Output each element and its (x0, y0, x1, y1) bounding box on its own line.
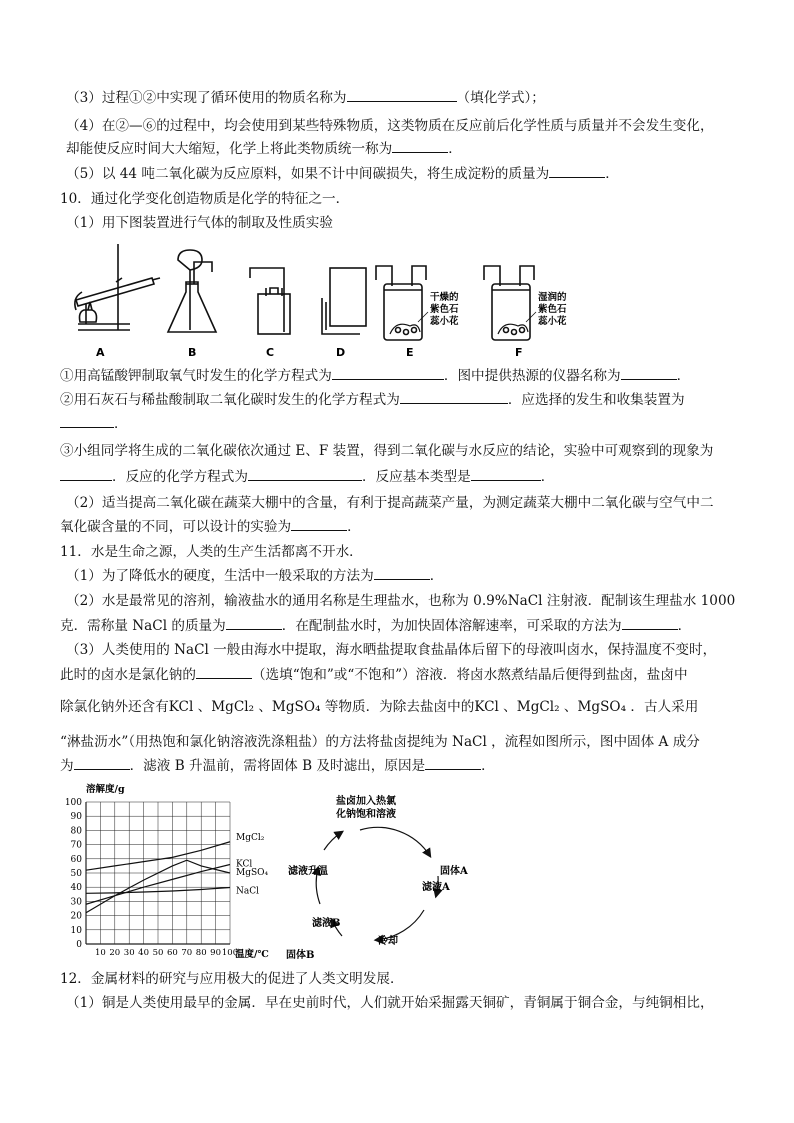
q9-part5-text: （5）以 44 吨二氧化碳为反应原料，如果不计中间碳损失，将生成淀粉的质量为 (66, 166, 550, 182)
label-f: F (515, 346, 523, 359)
e-note-3: 蕊小花 (430, 316, 459, 327)
q11-part3-line2 (60, 666, 688, 684)
q11-part3-line1: （3）人类使用的 NaCl 一般由海水中提取，海水晒盐提取食盐晶体后留下的母液叫卤水，保持温度不变时， (66, 642, 717, 658)
answer-blank[interactable] (60, 468, 112, 481)
answer-blank[interactable] (622, 617, 678, 630)
cycle-filtrate-a: 滤液A (422, 882, 450, 893)
q9-part4-line1: （4）在②—⑥的过程中，均会使用到某些特殊物质，这类物质在反应前后化学性质与质量并不会发生变化， (66, 118, 714, 134)
apparatus-b (168, 250, 216, 332)
x-tick-label: 50 (152, 948, 164, 958)
cycle-solid-b: 固体B (286, 950, 315, 961)
e-note-2: 紫色石 (430, 304, 459, 315)
q10-part2-tail: ． (347, 519, 361, 535)
answer-blank[interactable] (621, 367, 677, 380)
y-tick-label: 50 (70, 869, 82, 879)
f-note-2: 紫色石 (538, 304, 567, 315)
y-tick-label: 90 (70, 812, 82, 823)
q9-part3-tail: （填化学式）； (456, 90, 545, 106)
cycle-top-1: 盐卤加入热氯 (336, 796, 396, 807)
q10-title: 10．通过化学变化创造物质是化学的特征之一． (60, 191, 350, 207)
q10-s2-mid: ．应选择的发生和收集装置为 (507, 392, 685, 408)
q10-s1-tail: ． (676, 368, 691, 384)
chart-labels (65, 798, 269, 958)
q10-s1-mid: ．图中提供热源的仪器名称为 (443, 368, 621, 384)
apparatus-d (322, 268, 366, 334)
y-tick-label: 70 (70, 840, 82, 851)
q10-s2-line2 (60, 415, 128, 433)
q10-s3-tail: ． (540, 469, 555, 485)
q11-part3-line5 (60, 757, 495, 775)
x-tick-label: 90 (210, 948, 222, 958)
q11-part1-tail: ． (429, 568, 444, 584)
q9-part4-text: 却能使反应时间大大缩短，化学上将此类物质统一称为 (66, 141, 393, 157)
y-tick-label: 100 (64, 798, 82, 808)
q11-part1-text: （1）为了降低水的硬度，生活中一般采取的方法为 (66, 568, 374, 584)
cycle-filtrate-b: 滤液B (312, 918, 341, 929)
q9-part4-line2 (66, 140, 462, 158)
q10-s3-mid: ．反应基本类型是 (361, 469, 471, 485)
answer-blank[interactable] (226, 617, 282, 630)
q9-part3 (66, 89, 545, 107)
q10-s1-text: ①用高锰酸钾制取氧气时发生的化学方程式为 (60, 368, 332, 384)
f-note-1: 湿润的 (538, 292, 567, 303)
answer-blank[interactable] (248, 468, 362, 481)
q10-s3-line1: ③小组同学将生成的二氧化碳依次通过 E、F 装置，得到二氧化碳与水反应的结论，实验中可观察到的现象为 (60, 443, 714, 459)
q10-part2-line1: （2）适当提高二氧化碳在蔬菜大棚中的含量，有利于提高蔬菜产量，为测定蔬菜大棚中二氧化碳与空气中二 (66, 495, 714, 511)
x-tick-label: 20 (109, 948, 121, 958)
x-tick-label: 10 (94, 948, 106, 958)
q11-part3-line4: “淋盐沥水”（用热饱和氯化钠溶液洗涤粗盐）的方法将盐卤提纯为 NaCl ，流程如图所示，图中固体 A 成分 (60, 734, 700, 750)
answer-blank[interactable] (425, 757, 481, 770)
q10-s2-line1 (60, 391, 685, 409)
q10-s3-line2 (60, 468, 554, 486)
y-tick-label: 0 (76, 940, 82, 950)
y-axis-label: 溶解度/g (86, 784, 125, 795)
q9-part4-tail: ． (448, 141, 462, 157)
q10-s1 (60, 367, 690, 385)
answer-blank[interactable] (400, 391, 508, 404)
label-e: E (406, 346, 414, 359)
cycle-diagram (280, 792, 490, 962)
q10-s2-tail: ． (114, 416, 128, 432)
series-label: NaCl (236, 886, 260, 897)
label-d: D (336, 346, 346, 359)
q11-part3-text: 此时的卤水是氯化钠的 (60, 667, 196, 683)
q11-part3-line3: 除氯化钠外还含有KCl 、MgCl₂ 、MgSO₄ 等物质．为除去盐卤中的KCl 、MgCl₂ 、MgSO₄ ．古人采用 (60, 699, 699, 715)
label-c: C (266, 346, 275, 359)
answer-blank[interactable] (374, 567, 430, 580)
answer-blank[interactable] (392, 140, 448, 153)
apparatus-c (250, 268, 290, 334)
q11-title: 11．水是生命之源，人类的生产生活都离不开水． (60, 544, 363, 560)
y-tick-label: 30 (70, 897, 82, 908)
q10-part2-text: 氧化碳含量的不同，可以设计的实验为 (60, 519, 292, 535)
q11-part3-tail: （选填“饱和”或“不饱和”）溶液．将卤水熬煮结晶后便得到盐卤，盐卤中 (251, 667, 688, 683)
x-tick-label: 60 (166, 948, 178, 958)
x-tick-label: 70 (181, 948, 193, 958)
series-label: MgCl₂ (236, 832, 265, 843)
apparatus-a (75, 244, 160, 330)
apparatus-f (484, 266, 534, 340)
q11-part2-tail: ． (677, 618, 692, 634)
q10-s2-text: ②用石灰石与稀盐酸制取二氧化碳时发生的化学方程式为 (60, 392, 400, 408)
y-tick-label: 60 (70, 854, 82, 865)
q11-part1 (66, 567, 443, 585)
answer-blank[interactable] (60, 415, 114, 428)
answer-blank[interactable] (196, 666, 252, 679)
x-tick-label: 80 (195, 948, 207, 958)
series-label: KCl (236, 859, 253, 870)
q11-part3-e-tail: ． (481, 758, 495, 774)
y-tick-label: 40 (70, 883, 82, 894)
label-b: B (188, 346, 197, 359)
solubility-chart (60, 782, 280, 962)
y-tick-label: 80 (70, 826, 82, 837)
answer-blank[interactable] (549, 165, 605, 178)
q11-part2-line2 (60, 617, 691, 635)
cycle-top-2: 化钠饱和溶液 (336, 809, 396, 820)
q11-part2-line1: （2）水是最常见的溶剂，输液盐水的通用名称是生理盐水，也称为 0.9%NaCl 注射液．配制该生理盐水 1000 (66, 593, 736, 609)
q9-part5 (66, 165, 619, 183)
q11-part2-mid: ．在配制盐水时，为加快固体溶解速率，可采取的方法为 (281, 618, 622, 634)
y-tick-label: 10 (70, 925, 82, 936)
q10-s3-text: ．反应的化学方程式为 (112, 469, 248, 485)
q9-part3-text: （3）过程①②中实现了循环使用的物质名称为 (66, 90, 347, 106)
e-note-1: 干燥的 (430, 292, 459, 303)
x-axis-label: 温度/℃ (235, 949, 269, 960)
cycle-cool: 冷却 (378, 936, 398, 947)
q11-part2-text: 克．需称量 NaCl 的质量为 (60, 618, 226, 634)
q11-part3-e-mid: ．滤液 B 升温前，需将固体 B 及时滤出，原因是 (129, 758, 426, 774)
q9-part5-tail: ． (605, 166, 619, 182)
answer-blank[interactable] (332, 367, 444, 380)
x-tick-label: 100 (221, 948, 239, 958)
x-tick-label: 40 (138, 948, 150, 958)
q12-part1: （1）铜是人类使用最早的金属．早在史前时代，人们就开始采掘露天铜矿，青铜属于铜合金，与纯铜相比， (66, 995, 714, 1011)
answer-blank[interactable] (471, 468, 541, 481)
cycle-solid-a: 固体A (440, 866, 468, 877)
x-tick-label: 30 (123, 948, 135, 958)
f-note-3: 蕊小花 (538, 316, 567, 327)
apparatus-figure (60, 238, 600, 363)
q10-part2-line2 (60, 518, 361, 536)
apparatus-e (376, 266, 426, 340)
q12-title: 12．金属材料的研究与应用极大的促进了人类文明发展． (60, 971, 404, 987)
label-a: A (96, 346, 105, 359)
y-tick-label: 20 (70, 911, 82, 922)
answer-blank[interactable] (291, 518, 347, 531)
answer-blank[interactable] (74, 757, 130, 770)
q10-part1: （1）用下图装置进行气体的制取及性质实验 (66, 215, 333, 231)
series-label: MgSO₄ (236, 868, 269, 878)
cycle-heat: 滤液升温 (288, 866, 328, 877)
answer-blank[interactable] (347, 89, 457, 102)
q11-part3-e-text: 为 (60, 758, 74, 774)
